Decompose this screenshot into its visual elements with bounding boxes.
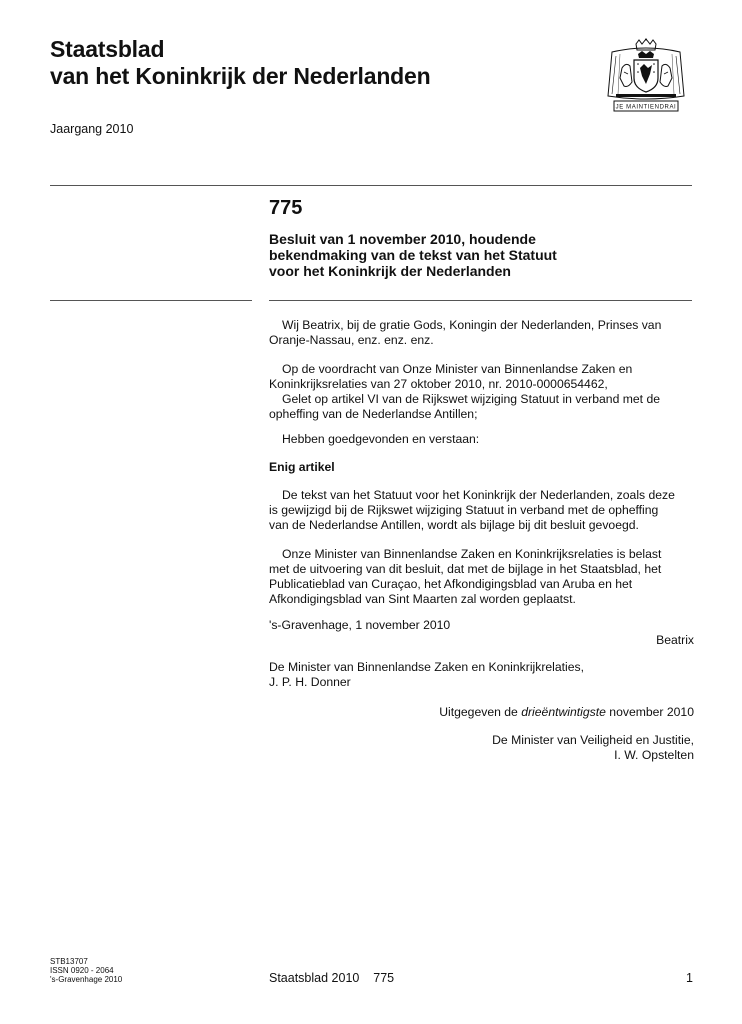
- published-prefix: Uitgegeven de: [439, 705, 522, 719]
- text-line: Koninkrijksrelaties van 27 oktober 2010, nr. 2010-0000654462,: [269, 377, 608, 391]
- emblem-motto: JE MAINTIENDRAI: [615, 104, 677, 111]
- decision-paragraph: [269, 432, 694, 447]
- text-line: met de uitvoering van dit besluit, dat met de bijlage in het Staatsblad, het: [269, 562, 662, 576]
- published-date-word: drieëntwintigste: [521, 705, 606, 719]
- right-divider: [269, 300, 692, 301]
- minister-name: J. P. H. Donner: [269, 675, 351, 689]
- publication-title: [50, 36, 430, 90]
- text-line: Wij Beatrix, bij de gratie Gods, Koningin der Nederlanden, Prinses van: [282, 318, 662, 332]
- text-line: Publicatieblad van Curaçao, het Afkondigingsblad van Aruba en het: [269, 577, 633, 591]
- volume-year: Jaargang 2010: [50, 122, 134, 136]
- page-number: 1: [686, 971, 693, 985]
- text-line: opheffing van de Nederlandse Antillen;: [269, 407, 478, 421]
- place-date: 's-Gravenhage, 1 november 2010: [269, 618, 451, 632]
- footer-reference: Staatsblad 2010 775: [269, 971, 395, 985]
- text-line: Gelet op artikel VI van de Rijkswet wijziging Statuut in verband met de: [282, 392, 661, 406]
- subject-line: voor het Koninkrijk der Nederlanden: [269, 263, 511, 279]
- publication-date: [269, 705, 694, 720]
- article-paragraph: [269, 488, 694, 533]
- footer-code: STB13707: [50, 957, 88, 966]
- minister-1-signature: [269, 660, 694, 690]
- execution-paragraph: [269, 547, 694, 607]
- document-subject: [269, 231, 689, 279]
- royal-coat-of-arms-icon: [602, 38, 690, 114]
- text-line: Hebben goedgevonden en verstaan:: [282, 432, 480, 446]
- published-suffix: november 2010: [605, 705, 694, 719]
- minister-title: De Minister van Binnenlandse Zaken en Koninkrijkrelaties,: [269, 660, 585, 674]
- minister-name: I. W. Opstelten: [614, 748, 694, 762]
- article-heading: Enig artikel: [269, 460, 335, 474]
- preamble-paragraph: [269, 318, 694, 348]
- signatory-queen: Beatrix: [656, 633, 694, 647]
- top-divider: [50, 185, 692, 186]
- minister-2-signature: [269, 733, 694, 763]
- text-line: Oranje-Nassau, enz. enz. enz.: [269, 333, 434, 347]
- document-number: 775: [269, 197, 303, 219]
- title-line-2: van het Koninkrijk der Nederlanden: [50, 63, 431, 89]
- footer-imprint: [50, 957, 122, 984]
- text-line: van de Nederlandse Antillen, wordt als bijlage bij dit besluit gevoegd.: [269, 518, 639, 532]
- footer-issn: ISSN 0920 - 2064: [50, 966, 114, 975]
- footer-place: 's-Gravenhage 2010: [50, 975, 123, 984]
- text-line: Afkondigingsblad van Sint Maarten zal worden geplaatst.: [269, 592, 576, 606]
- left-divider: [50, 300, 252, 301]
- minister-title: De Minister van Veiligheid en Justitie,: [492, 733, 694, 747]
- subject-line: bekendmaking van de tekst van het Statuut: [269, 247, 557, 263]
- title-line-1: Staatsblad: [50, 36, 165, 62]
- text-line: Onze Minister van Binnenlandse Zaken en Koninkrijksrelaties is belast: [282, 547, 662, 561]
- subject-line: Besluit van 1 november 2010, houdende: [269, 231, 536, 247]
- text-line: is gewijzigd bij de Rijkswet wijziging Statuut in verband met de opheffing: [269, 503, 659, 517]
- recommendation-paragraph: [269, 362, 694, 422]
- text-line: De tekst van het Statuut voor het Koninkrijk der Nederlanden, zoals deze: [282, 488, 675, 502]
- text-line: Op de voordracht van Onze Minister van Binnenlandse Zaken en: [282, 362, 633, 376]
